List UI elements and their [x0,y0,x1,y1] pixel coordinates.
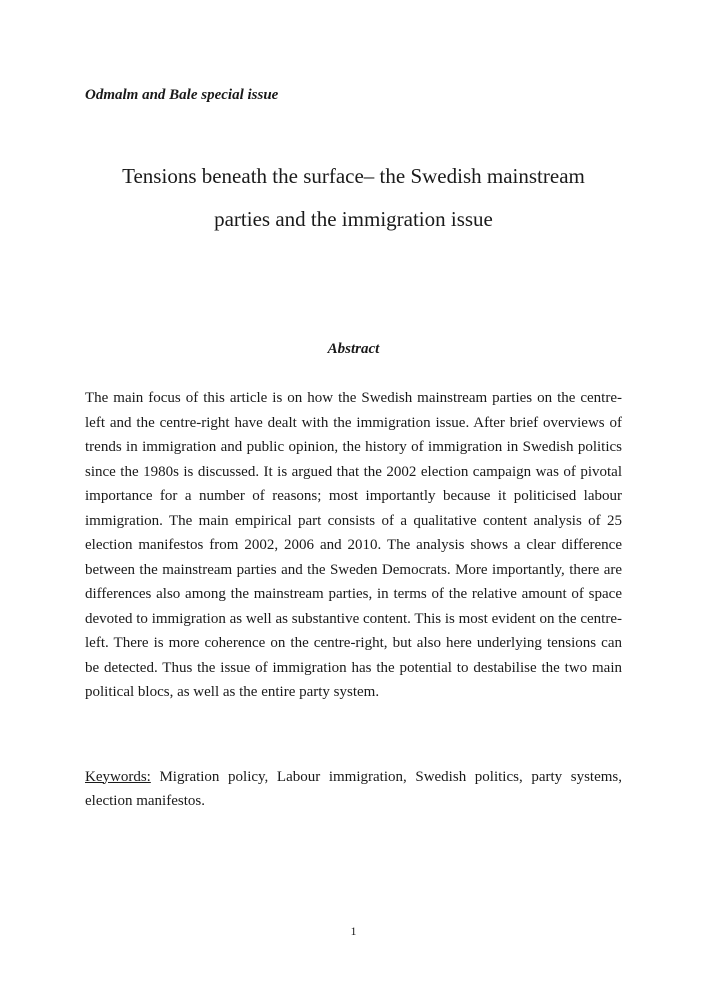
keywords-text: Migration policy, Labour immigration, Swedish politics, party systems, election manifestos. [85,768,623,809]
keywords-paragraph [85,765,622,814]
paper-title-line-2: parties and the immigration issue [214,207,493,231]
paper-title-line-1: Tensions beneath the surface– the Swedish mainstream [122,164,585,188]
page-number: 1 [350,924,357,938]
abstract-heading: Abstract [327,341,380,357]
keywords-label: Keywords: [85,768,151,785]
running-head: Odmalm and Bale special issue [85,87,279,103]
paper-title [85,155,622,241]
abstract-paragraph: The main focus of this article is on how the Swedish mainstream parties on the centre-left and the centre-right have dealt with the immigration issue. After brief overviews of trends in immigration and public opinion, the history of immigration in Swedish politics since the 1980s is discussed. It is argued that the 2002 election campaign was of pivotal importance for a number of reasons; most importantly because it politicised labour immigration. The main empirical part consists of a qualitative content analysis of 25 election manifestos from 2002, 2006 and 2010. The analysis shows a clear difference between the mainstream parties and the Sweden Democrats. More importantly, there are differences also among the mainstream parties, in terms of the relative amount of space devoted to immigration as well as substantive content. This is most evident on the centre-left. There is more coherence on the centre-right, but also here underlying tensions can be detected. Thus the issue of immigration has the potential to destabilise the two main political blocs, as well as the entire party system. [85,390,622,700]
